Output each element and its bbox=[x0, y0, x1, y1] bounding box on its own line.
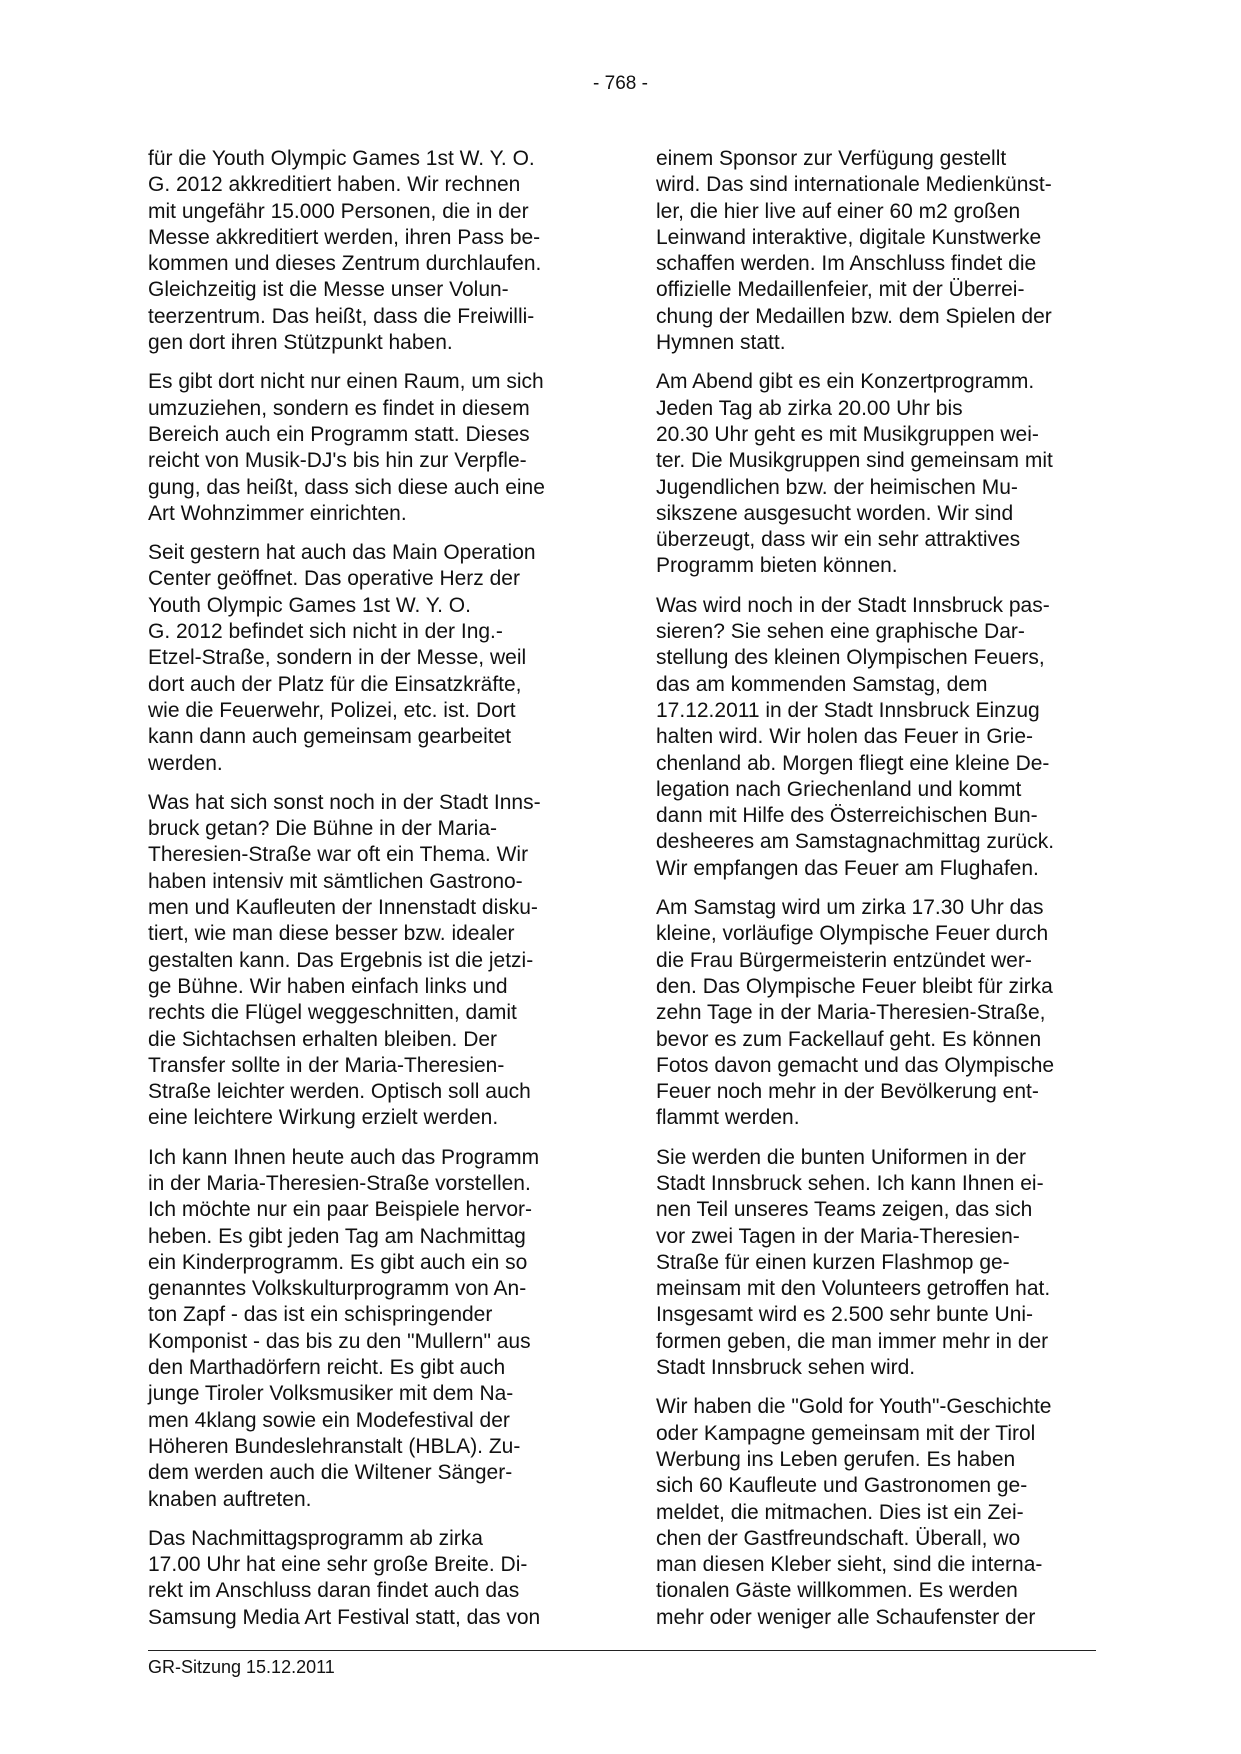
paragraph: Am Samstag wird um zirka 17.30 Uhr das kleine, vorläufige Olympische Feuer durch die Frau Bürgermeisterin entzündet wer- den. Das Olympische Feuer bleibt für zirka zehn Tage in der Maria-Theresien-Straße, bevor es zum Fackellauf geht. Es können Fotos davon gemacht und das Olympische Feuer noch mehr in der Bevölkerung ent- flammt werden. bbox=[656, 896, 1055, 1130]
paragraph: Ich kann Ihnen heute auch das Programm in der Maria-Theresien-Straße vorstellen. Ich möchte nur ein paar Beispiele hervor- heben. Es gibt jeden Tag am Nachmittag ein Kinderprogramm. Es gibt auch ein so genanntes Volkskulturprogramm von An- ton Zapf - das ist ein schispringender Komponist - das bis zu den "Mullern" aus den Marthadörfern reicht. Es gibt auch junge Tiroler Volksmusiker mit dem Na- men 4klang sowie ein Modefestival der Höheren Bundeslehranstalt (HBLA). Zu- dem werden auch die Wiltener Sänger- knaben auftreten. bbox=[148, 1145, 540, 1511]
right-column bbox=[656, 146, 1098, 1644]
paragraph: Sie werden die bunten Uniformen in der Stadt Innsbruck sehen. Ich kann Ihnen ei- nen Teil unseres Teams zeigen, das sich vor zwei Tagen in der Maria-Theresien- Straße für einen kurzen Flashmop ge- meinsam mit den Volunteers getroffen hat. Insgesamt wird es 2.500 sehr bunte Uni- formen geben, die man immer mehr in der Stadt Innsbruck sehen wird. bbox=[656, 1145, 1051, 1380]
paragraph: einem Sponsor zur Verfügung gestellt wird. Das sind internationale Medienkünst- ler, die hier live auf einer 60 m2 großen Leinwand interaktive, digitale Kunstwerke schaffen werden. Im Anschluss findet die offizielle Medaillenfeier, mit der Überrei- chung der Medaillen bzw. dem Spielen der Hymnen statt. bbox=[656, 147, 1052, 355]
paragraph: Was wird noch in der Stadt Innsbruck pas- sieren? Sie sehen eine graphische Dar- stellung des kleinen Olympischen Feuers, das am kommenden Samstag, dem 17.12.2011 in der Stadt Innsbruck Einzug halten wird. Wir holen das Feuer in Grie- chenland ab. Morgen fliegt eine kleine De- legation nach Griechenland und kommt dann mit Hilfe des Österreichischen Bun- desheeres am Samstagnachmittag zurück. Wir empfangen das Feuer am Flughafen. bbox=[656, 593, 1055, 880]
page-number: - 768 - bbox=[593, 73, 648, 94]
paragraph: Was hat sich sonst noch in der Stadt Inns- bruck getan? Die Bühne in der Maria- Theresien-Straße war oft ein Thema. Wir haben intensiv mit sämtlichen Gastrono- men und Kaufleuten der Innenstadt disku- tiert, wie man diese besser bzw. idealer gestalten kann. Das Ergebnis ist die jetzi- ge Bühne. Wir haben einfach links und rechts die Flügel weggeschnitten, damit die Sichtachsen erhalten bleiben. Der Transfer sollte in der Maria-Theresien- Straße leichter werden. Optisch soll auch eine leichtere Wirkung erzielt werden. bbox=[148, 790, 541, 1130]
footer-divider bbox=[148, 1650, 1096, 1651]
paragraph: Das Nachmittagsprogramm ab zirka 17.00 Uhr hat eine sehr große Breite. Di- rekt im Anschluss daran findet auch das Samsung Media Art Festival statt, das von bbox=[148, 1526, 541, 1629]
paragraph: Wir haben die "Gold for Youth"-Geschichte oder Kampagne gemeinsam mit der Tirol Werbung ins Leben gerufen. Es haben sich 60 Kaufleute und Gastronomen ge- meldet, die mitmachen. Dies ist ein Zei- chen der Gastfreundschaft. Überall, wo man diesen Kleber sieht, sind die interna- tionalen Gäste willkommen. Es werden mehr oder weniger alle Schaufenster der bbox=[656, 1395, 1052, 1629]
paragraph: für die Youth Olympic Games 1st W. Y. O. G. 2012 akkreditiert haben. Wir rechnen mit ungefähr 15.000 Personen, die in der Messe akkreditiert werden, ihren Pass be- kommen und dieses Zentrum durchlaufen. Gleichzeitig ist die Messe unser Volun- teerzentrum. Das heißt, dass die Freiwilli- gen dort ihren Stützpunkt haben. bbox=[148, 147, 542, 355]
paragraph: Seit gestern hat auch das Main Operation Center geöffnet. Das operative Herz der Youth Olympic Games 1st W. Y. O. G. 2012 befindet sich nicht in der Ing.- Etzel-Straße, sondern in der Messe, weil dort auch der Platz für die Einsatzkräfte, wie die Feuerwehr, Polizei, etc. ist. Dort kann dann auch gemeinsam gearbeitet werden. bbox=[148, 541, 536, 775]
left-column bbox=[148, 146, 590, 1644]
paragraph: Am Abend gibt es ein Konzertprogramm. Jeden Tag ab zirka 20.00 Uhr bis 20.30 Uhr geht es mit Musikgruppen wei- ter. Die Musikgruppen sind gemeinsam mit Jugendlichen bzw. der heimischen Mu- sikszene ausgesucht worden. Wir sind überzeugt, dass wir ein sehr attraktives Programm bieten können. bbox=[656, 370, 1053, 578]
paragraph: Es gibt dort nicht nur einen Raum, um sich umzuziehen, sondern es findet in diesem Bereich auch ein Programm statt. Dieses reicht von Musik-DJ's bis hin zur Verpfle- gung, das heißt, dass sich diese auch eine Art Wohnzimmer einrichten. bbox=[148, 370, 545, 525]
footer-session-date: GR-Sitzung 15.12.2011 bbox=[148, 1657, 335, 1677]
